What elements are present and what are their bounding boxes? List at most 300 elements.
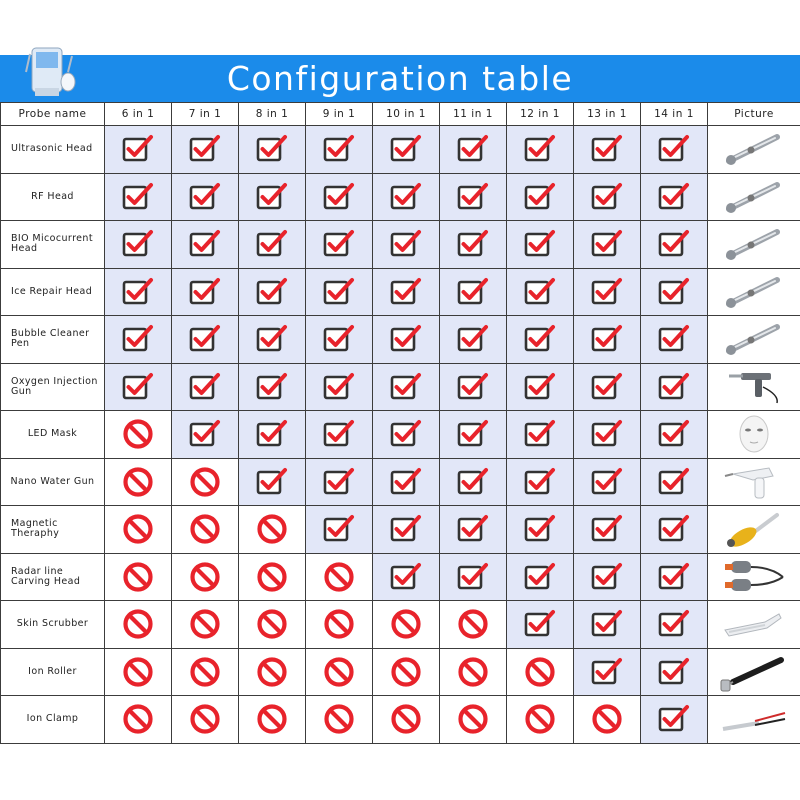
included-cell: [641, 316, 708, 364]
included-cell: [507, 126, 574, 174]
included-cell: [641, 173, 708, 221]
prohibited-icon: [322, 702, 356, 736]
prohibited-icon: [121, 560, 155, 594]
check-icon: [456, 372, 490, 402]
check-icon: [657, 134, 691, 164]
excluded-cell: [373, 696, 440, 744]
probe-wand-icon: [719, 177, 789, 217]
excluded-cell: [172, 553, 239, 601]
header-config: 14 in 1: [641, 103, 708, 126]
prohibited-icon: [322, 607, 356, 641]
prohibited-icon: [456, 702, 490, 736]
check-icon: [121, 182, 155, 212]
check-icon: [590, 514, 624, 544]
prohibited-icon: [255, 512, 289, 546]
check-icon: [121, 372, 155, 402]
table-row: [1, 126, 800, 174]
included-cell: [105, 268, 172, 316]
check-icon: [322, 182, 356, 212]
excluded-cell: [239, 553, 306, 601]
included-cell: [306, 268, 373, 316]
included-cell: [373, 458, 440, 506]
header-config: 9 in 1: [306, 103, 373, 126]
prohibited-icon: [523, 702, 557, 736]
check-icon: [255, 467, 289, 497]
excluded-cell: [440, 696, 507, 744]
included-cell: [440, 173, 507, 221]
check-icon: [389, 182, 423, 212]
excluded-cell: [105, 601, 172, 649]
table-row: [1, 601, 800, 649]
check-icon: [657, 562, 691, 592]
included-cell: [172, 126, 239, 174]
check-icon: [255, 419, 289, 449]
prohibited-icon: [590, 702, 624, 736]
table-row: [1, 696, 800, 744]
included-cell: [440, 316, 507, 364]
probe-name: Radar line Carving Head: [1, 553, 105, 601]
check-icon: [523, 419, 557, 449]
included-cell: [373, 363, 440, 411]
included-cell: [574, 173, 641, 221]
check-icon: [590, 324, 624, 354]
excluded-cell: [105, 648, 172, 696]
check-icon: [322, 324, 356, 354]
picture-cell: [708, 173, 800, 221]
prohibited-icon: [255, 655, 289, 689]
included-cell: [641, 506, 708, 554]
excluded-cell: [373, 601, 440, 649]
check-icon: [657, 704, 691, 734]
check-icon: [523, 134, 557, 164]
check-icon: [322, 277, 356, 307]
prohibited-icon: [188, 607, 222, 641]
check-icon: [590, 277, 624, 307]
included-cell: [306, 221, 373, 269]
header-picture: Picture: [708, 103, 800, 126]
check-icon: [188, 229, 222, 259]
excluded-cell: [105, 696, 172, 744]
prohibited-icon: [389, 655, 423, 689]
check-icon: [456, 419, 490, 449]
ion-roller-icon: [719, 652, 789, 692]
included-cell: [507, 316, 574, 364]
picture-cell: [708, 363, 800, 411]
check-icon: [389, 229, 423, 259]
header-config: 11 in 1: [440, 103, 507, 126]
included-cell: [239, 126, 306, 174]
included-cell: [306, 126, 373, 174]
probe-name: Nano Water Gun: [1, 458, 105, 506]
included-cell: [239, 316, 306, 364]
included-cell: [306, 316, 373, 364]
included-cell: [507, 506, 574, 554]
prohibited-icon: [255, 702, 289, 736]
excluded-cell: [239, 601, 306, 649]
excluded-cell: [172, 601, 239, 649]
included-cell: [440, 268, 507, 316]
included-cell: [440, 221, 507, 269]
included-cell: [306, 458, 373, 506]
header-config: 7 in 1: [172, 103, 239, 126]
probe-name: LED Mask: [1, 411, 105, 459]
prohibited-icon: [121, 465, 155, 499]
prohibited-icon: [255, 560, 289, 594]
check-icon: [188, 277, 222, 307]
probe-wand-icon: [719, 224, 789, 264]
check-icon: [188, 182, 222, 212]
included-cell: [507, 458, 574, 506]
included-cell: [641, 363, 708, 411]
table-row: [1, 648, 800, 696]
included-cell: [105, 363, 172, 411]
check-icon: [523, 324, 557, 354]
check-icon: [590, 467, 624, 497]
included-cell: [641, 268, 708, 316]
check-icon: [657, 277, 691, 307]
check-icon: [389, 134, 423, 164]
prohibited-icon: [188, 655, 222, 689]
check-icon: [590, 134, 624, 164]
check-icon: [590, 609, 624, 639]
excluded-cell: [306, 553, 373, 601]
check-icon: [456, 182, 490, 212]
check-icon: [389, 514, 423, 544]
prohibited-icon: [322, 560, 356, 594]
picture-cell: [708, 648, 800, 696]
header-config: 10 in 1: [373, 103, 440, 126]
prohibited-icon: [121, 702, 155, 736]
prohibited-icon: [456, 655, 490, 689]
check-icon: [188, 324, 222, 354]
included-cell: [507, 601, 574, 649]
included-cell: [574, 316, 641, 364]
check-icon: [657, 467, 691, 497]
included-cell: [373, 126, 440, 174]
included-cell: [239, 411, 306, 459]
check-icon: [523, 182, 557, 212]
check-icon: [389, 324, 423, 354]
picture-cell: [708, 601, 800, 649]
prohibited-icon: [188, 512, 222, 546]
excluded-cell: [440, 648, 507, 696]
prohibited-icon: [389, 702, 423, 736]
check-icon: [657, 609, 691, 639]
check-icon: [121, 277, 155, 307]
included-cell: [440, 506, 507, 554]
check-icon: [121, 324, 155, 354]
check-icon: [389, 277, 423, 307]
probe-name: Bubble Cleaner Pen: [1, 316, 105, 364]
included-cell: [440, 411, 507, 459]
check-icon: [590, 657, 624, 687]
header-row: [1, 103, 800, 126]
prohibited-icon: [188, 465, 222, 499]
check-icon: [121, 134, 155, 164]
excluded-cell: [306, 648, 373, 696]
included-cell: [373, 316, 440, 364]
included-cell: [574, 221, 641, 269]
picture-cell: [708, 696, 800, 744]
included-cell: [172, 221, 239, 269]
included-cell: [641, 411, 708, 459]
included-cell: [239, 173, 306, 221]
check-icon: [523, 467, 557, 497]
prohibited-icon: [322, 655, 356, 689]
prohibited-icon: [188, 560, 222, 594]
included-cell: [440, 458, 507, 506]
header-probe-name: Probe name: [1, 103, 105, 126]
excluded-cell: [105, 506, 172, 554]
included-cell: [574, 268, 641, 316]
included-cell: [239, 363, 306, 411]
check-icon: [322, 467, 356, 497]
check-icon: [456, 562, 490, 592]
page-title: Configuration table: [226, 59, 574, 98]
check-icon: [456, 514, 490, 544]
excluded-cell: [105, 553, 172, 601]
check-icon: [255, 324, 289, 354]
check-icon: [188, 419, 222, 449]
probe-name: Skin Scrubber: [1, 601, 105, 649]
included-cell: [507, 173, 574, 221]
picture-cell: [708, 411, 800, 459]
check-icon: [523, 514, 557, 544]
check-icon: [389, 562, 423, 592]
probe-wand-icon: [719, 129, 789, 169]
check-icon: [322, 372, 356, 402]
included-cell: [172, 268, 239, 316]
table-row: [1, 173, 800, 221]
included-cell: [105, 173, 172, 221]
table-row: [1, 411, 800, 459]
picture-cell: [708, 221, 800, 269]
included-cell: [172, 411, 239, 459]
check-icon: [657, 229, 691, 259]
check-icon: [322, 229, 356, 259]
header-config: 6 in 1: [105, 103, 172, 126]
picture-cell: [708, 458, 800, 506]
included-cell: [641, 221, 708, 269]
included-cell: [239, 221, 306, 269]
prohibited-icon: [121, 417, 155, 451]
included-cell: [105, 316, 172, 364]
included-cell: [172, 173, 239, 221]
included-cell: [440, 363, 507, 411]
check-icon: [188, 372, 222, 402]
check-icon: [322, 514, 356, 544]
included-cell: [373, 506, 440, 554]
table-row: [1, 268, 800, 316]
excluded-cell: [172, 458, 239, 506]
prohibited-icon: [255, 607, 289, 641]
check-icon: [590, 229, 624, 259]
included-cell: [373, 268, 440, 316]
included-cell: [641, 458, 708, 506]
table-row: [1, 553, 800, 601]
table-row: [1, 506, 800, 554]
table-row: [1, 458, 800, 506]
excluded-cell: [574, 696, 641, 744]
included-cell: [574, 648, 641, 696]
included-cell: [574, 458, 641, 506]
included-cell: [507, 221, 574, 269]
excluded-cell: [172, 506, 239, 554]
included-cell: [641, 696, 708, 744]
check-icon: [255, 372, 289, 402]
probe-name: Oxygen Injection Gun: [1, 363, 105, 411]
probe-wand-icon: [719, 319, 789, 359]
spray-gun-icon: [719, 367, 789, 407]
check-icon: [121, 229, 155, 259]
excluded-cell: [373, 648, 440, 696]
probe-name: Ultrasonic Head: [1, 126, 105, 174]
prohibited-icon: [121, 607, 155, 641]
check-icon: [523, 229, 557, 259]
included-cell: [373, 553, 440, 601]
included-cell: [373, 221, 440, 269]
picture-cell: [708, 268, 800, 316]
check-icon: [188, 134, 222, 164]
excluded-cell: [239, 506, 306, 554]
header-config: 12 in 1: [507, 103, 574, 126]
picture-cell: [708, 553, 800, 601]
excluded-cell: [105, 458, 172, 506]
check-icon: [657, 324, 691, 354]
check-icon: [523, 372, 557, 402]
excluded-cell: [306, 696, 373, 744]
check-icon: [456, 467, 490, 497]
skin-scrubber-icon: [719, 604, 789, 644]
check-icon: [590, 562, 624, 592]
probe-name: BIO Micocurrent Head: [1, 221, 105, 269]
table-row: [1, 316, 800, 364]
probe-wand-icon: [719, 272, 789, 312]
included-cell: [574, 506, 641, 554]
picture-cell: [708, 316, 800, 364]
check-icon: [657, 372, 691, 402]
included-cell: [172, 363, 239, 411]
water-gun-icon: [719, 462, 789, 502]
included-cell: [172, 316, 239, 364]
check-icon: [255, 229, 289, 259]
check-icon: [657, 419, 691, 449]
check-icon: [389, 372, 423, 402]
included-cell: [641, 126, 708, 174]
prohibited-icon: [188, 702, 222, 736]
included-cell: [373, 173, 440, 221]
check-icon: [389, 419, 423, 449]
led-mask-icon: [719, 414, 789, 454]
check-icon: [657, 657, 691, 687]
ion-clamp-icon: [719, 699, 789, 739]
picture-cell: [708, 126, 800, 174]
prohibited-icon: [121, 512, 155, 546]
probe-name: RF Head: [1, 173, 105, 221]
check-icon: [456, 229, 490, 259]
probe-name: Ion Clamp: [1, 696, 105, 744]
probe-name: Magnetic Theraphy: [1, 506, 105, 554]
probe-name: Ion Roller: [1, 648, 105, 696]
included-cell: [641, 553, 708, 601]
configuration-table: [0, 102, 800, 744]
included-cell: [306, 411, 373, 459]
prohibited-icon: [456, 607, 490, 641]
check-icon: [590, 419, 624, 449]
included-cell: [507, 363, 574, 411]
included-cell: [306, 363, 373, 411]
included-cell: [105, 221, 172, 269]
excluded-cell: [306, 601, 373, 649]
included-cell: [306, 506, 373, 554]
check-icon: [456, 277, 490, 307]
check-icon: [322, 419, 356, 449]
included-cell: [239, 268, 306, 316]
included-cell: [641, 648, 708, 696]
check-icon: [322, 134, 356, 164]
probe-name: Ice Repair Head: [1, 268, 105, 316]
excluded-cell: [105, 411, 172, 459]
check-icon: [255, 134, 289, 164]
included-cell: [507, 268, 574, 316]
prohibited-icon: [121, 655, 155, 689]
included-cell: [574, 411, 641, 459]
check-icon: [657, 514, 691, 544]
included-cell: [239, 458, 306, 506]
check-icon: [255, 277, 289, 307]
included-cell: [373, 411, 440, 459]
excluded-cell: [507, 648, 574, 696]
excluded-cell: [172, 648, 239, 696]
table-row: [1, 363, 800, 411]
included-cell: [507, 411, 574, 459]
included-cell: [574, 553, 641, 601]
prohibited-icon: [389, 607, 423, 641]
excluded-cell: [507, 696, 574, 744]
included-cell: [574, 363, 641, 411]
prohibited-icon: [523, 655, 557, 689]
excluded-cell: [172, 696, 239, 744]
included-cell: [507, 553, 574, 601]
included-cell: [574, 601, 641, 649]
excluded-cell: [239, 648, 306, 696]
header-config: 13 in 1: [574, 103, 641, 126]
check-icon: [523, 277, 557, 307]
included-cell: [641, 601, 708, 649]
excluded-cell: [440, 601, 507, 649]
picture-cell: [708, 506, 800, 554]
check-icon: [255, 182, 289, 212]
check-icon: [389, 467, 423, 497]
included-cell: [440, 126, 507, 174]
included-cell: [306, 173, 373, 221]
magnetic-probe-icon: [719, 509, 789, 549]
included-cell: [105, 126, 172, 174]
check-icon: [657, 182, 691, 212]
included-cell: [440, 553, 507, 601]
included-cell: [574, 126, 641, 174]
header-config: 8 in 1: [239, 103, 306, 126]
check-icon: [523, 562, 557, 592]
check-icon: [523, 609, 557, 639]
table-row: [1, 221, 800, 269]
check-icon: [590, 372, 624, 402]
check-icon: [456, 324, 490, 354]
check-icon: [590, 182, 624, 212]
check-icon: [456, 134, 490, 164]
excluded-cell: [239, 696, 306, 744]
radar-head-icon: [719, 557, 789, 597]
